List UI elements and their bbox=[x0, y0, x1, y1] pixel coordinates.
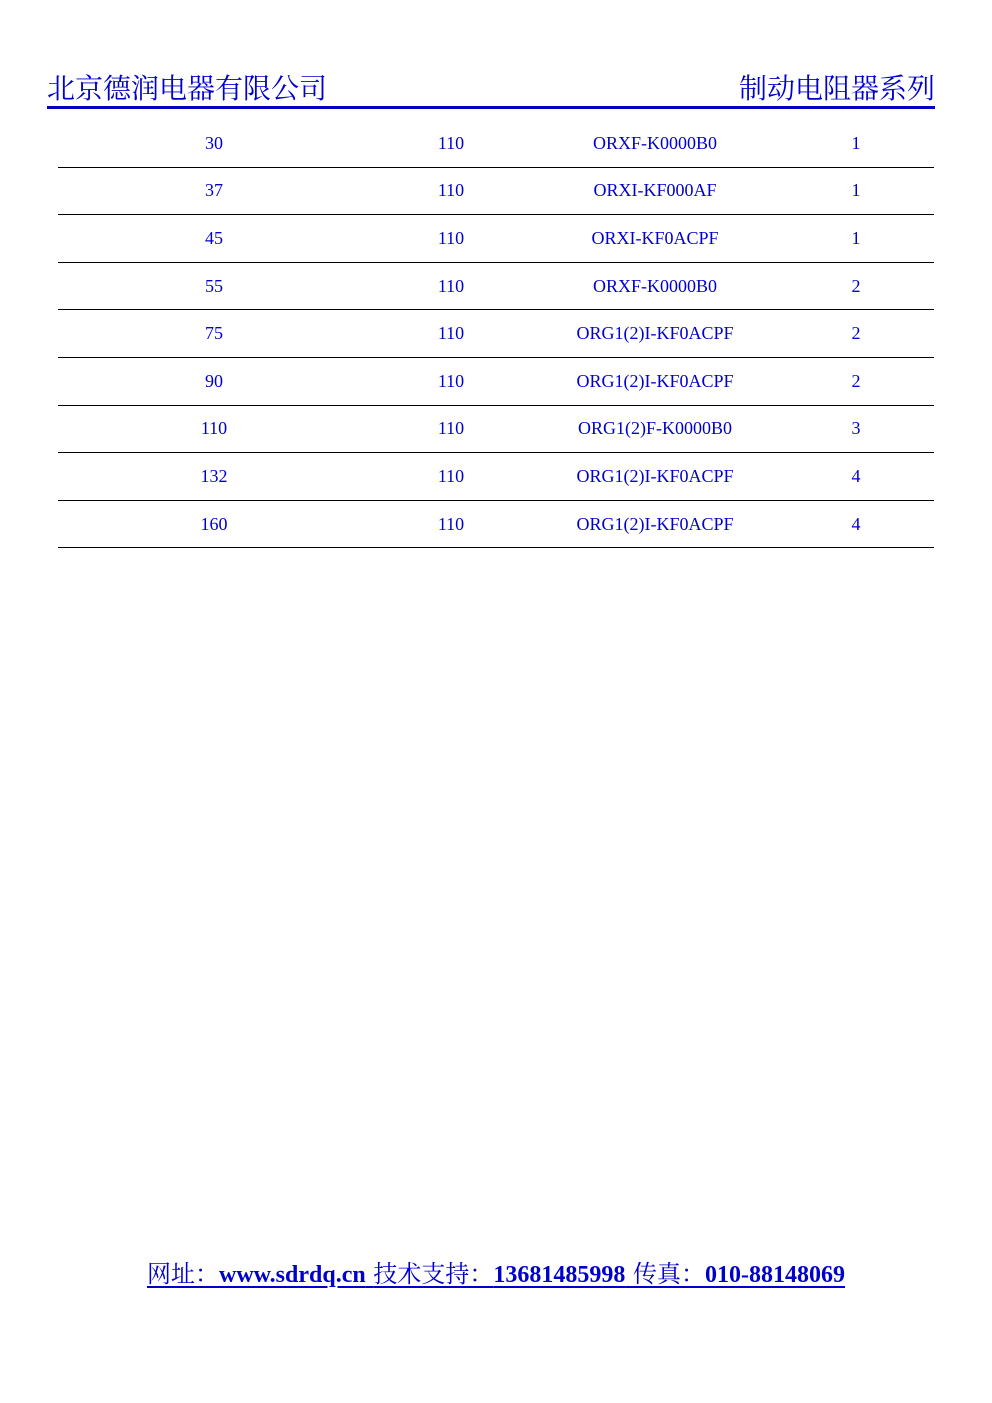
series-title: 制动电阻器系列 bbox=[738, 72, 935, 105]
model-cell: ORG1(2)I-KF0ACPF bbox=[532, 310, 778, 358]
support-phone: 13681485998 bbox=[493, 1262, 626, 1288]
fax-label: 传真： bbox=[633, 1260, 705, 1288]
qty-cell: 4 bbox=[778, 500, 934, 548]
table-row bbox=[58, 215, 934, 263]
table-row bbox=[58, 262, 934, 310]
model-cell: ORG1(2)I-KF0ACPF bbox=[532, 357, 778, 405]
qty-cell: 2 bbox=[778, 357, 934, 405]
resistance-cell: 110 bbox=[370, 405, 532, 453]
power-cell: 45 bbox=[58, 215, 370, 263]
power-cell: 55 bbox=[58, 262, 370, 310]
table-row bbox=[58, 453, 934, 501]
resistance-cell: 110 bbox=[370, 120, 532, 167]
qty-cell: 4 bbox=[778, 453, 934, 501]
resistance-cell: 110 bbox=[370, 453, 532, 501]
table-row bbox=[58, 120, 934, 167]
qty-cell: 1 bbox=[778, 120, 934, 167]
power-cell: 37 bbox=[58, 167, 370, 215]
website-link[interactable]: www.sdrdq.cn bbox=[219, 1262, 366, 1288]
company-name: 北京德润电器有限公司 bbox=[47, 72, 328, 105]
qty-cell: 1 bbox=[778, 167, 934, 215]
table-row bbox=[58, 357, 934, 405]
model-cell: ORG1(2)F-K0000B0 bbox=[532, 405, 778, 453]
table-row bbox=[58, 405, 934, 453]
support-label: 技术支持： bbox=[373, 1260, 494, 1288]
model-cell: ORG1(2)I-KF0ACPF bbox=[532, 500, 778, 548]
power-cell: 132 bbox=[58, 453, 370, 501]
page-header bbox=[47, 72, 935, 109]
resistance-cell: 110 bbox=[370, 262, 532, 310]
fax-number: 010-88148069 bbox=[705, 1262, 845, 1288]
power-cell: 90 bbox=[58, 357, 370, 405]
table-row bbox=[58, 500, 934, 548]
qty-cell: 2 bbox=[778, 310, 934, 358]
power-cell: 30 bbox=[58, 120, 370, 167]
resistance-cell: 110 bbox=[370, 357, 532, 405]
qty-cell: 3 bbox=[778, 405, 934, 453]
model-cell: ORXF-K0000B0 bbox=[532, 262, 778, 310]
power-cell: 75 bbox=[58, 310, 370, 358]
table-row bbox=[58, 167, 934, 215]
power-cell: 110 bbox=[58, 405, 370, 453]
table-row bbox=[58, 310, 934, 358]
spacer-2 bbox=[625, 1260, 633, 1288]
resistance-cell: 110 bbox=[370, 167, 532, 215]
model-cell: ORG1(2)I-KF0ACPF bbox=[532, 453, 778, 501]
footer-contact bbox=[0, 1257, 992, 1292]
resistance-cell: 110 bbox=[370, 310, 532, 358]
table-body bbox=[58, 120, 934, 548]
spec-table bbox=[58, 120, 934, 548]
model-cell: ORXF-K0000B0 bbox=[532, 120, 778, 167]
resistance-cell: 110 bbox=[370, 215, 532, 263]
website-label: 网址： bbox=[147, 1260, 219, 1288]
model-cell: ORXI-KF000AF bbox=[532, 167, 778, 215]
resistance-cell: 110 bbox=[370, 500, 532, 548]
qty-cell: 2 bbox=[778, 262, 934, 310]
qty-cell: 1 bbox=[778, 215, 934, 263]
model-cell: ORXI-KF0ACPF bbox=[532, 215, 778, 263]
power-cell: 160 bbox=[58, 500, 370, 548]
